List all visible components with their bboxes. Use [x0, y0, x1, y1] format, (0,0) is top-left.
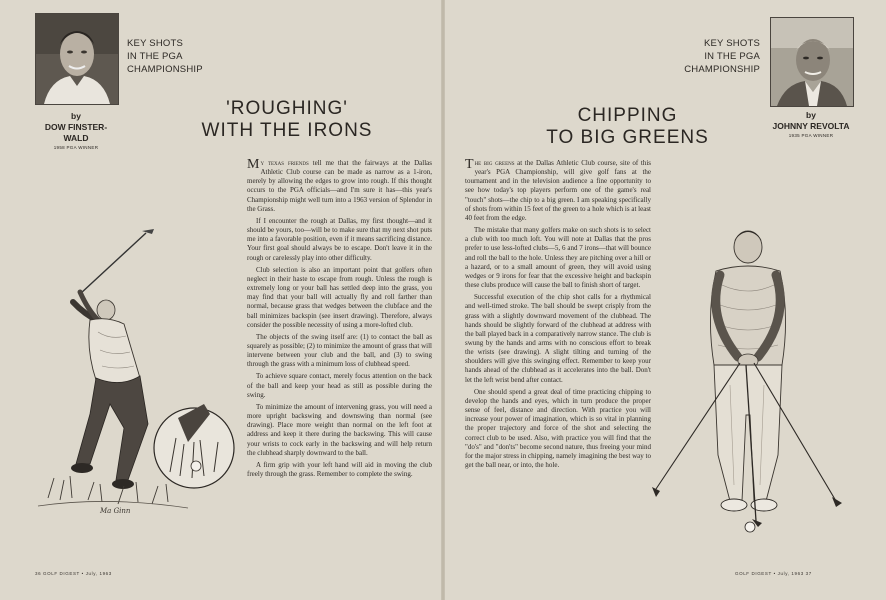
- right-article-body: [465, 159, 651, 470]
- page-gutter: [441, 0, 445, 600]
- left-paragraph-4: The objects of the swing itself are: (1) to contact the ball as squarely as possible; (2) to minimize the amount of grass that will intervene between your club and the ball, and (3) to swing through the grass with a minimum loss of clubhead speed.: [247, 332, 432, 369]
- author-name-line1: DOW FINSTER-: [44, 122, 108, 132]
- artist-signature: Ma Ginn: [100, 507, 131, 515]
- right-dropcap: T: [465, 157, 474, 172]
- left-article-title: 'ROUGHING' WITH THE IRONS: [201, 98, 373, 141]
- right-paragraph-3: Successful execution of the chip shot calls for a rhythmical and well-timed stroke. The ball should be swept crisply from the grass with a slightly downward movement of the clubhead. The hands should be slightly forward of the clubhead at address with the ball played back in a comparatively narrow stance. The club is swung by the hands and arms with no conscious effort to break the wrists (see drawing). A slight tilting and turning of the shoulders will give this swinging effect. Remember to keep your hands ahead of the clubhead as it accelerates into the ball. Don't let the left wrist bend after contact.: [465, 293, 651, 384]
- right-paragraph-2: The mistake that many golfers make on such shots is to select a club with too much loft. You will note at Dallas that the pros prefer to use less-lofted clubs—5, 6 and 7 irons—that will bounce and roll the ball to the hole. Unless they are pitching over a hill or a hazard, or to a small amount of green, they will avoid using wedges or 9 irons for fear that the excessive height and backspin these clubs produce will cause the ball to finish short of target.: [465, 226, 651, 290]
- right-paragraph-4: One should spend a great deal of time practicing chipping to develop the hands and eyes, which in turn produce the proper sense of feel, distance and direction. With practice you will increase your power of imagination, which is so vital in planning the proper trajectory and force of the shot and selecting the correct club to be used. Also, with practice you will find that the "do's" and "don'ts" become second nature, thus freeing your mind for the major stress in chipping, namely imagining the best way to get the ball near, or into, the hole.: [465, 387, 651, 469]
- author-caption: 1958 PGA WINNER: [53, 145, 99, 150]
- rough-swing-illustration: [28, 228, 238, 528]
- left-paragraph-1: My texas friends tell me that the fairways at the Dallas Athletic Club course can be made as narrow as a 1-iron, merely by allowing the edges to grow into rough. If this thought occurs to the PGA officials—and I'm sure it has—this year's Championship might well turn into a 1963 version of Splendor in the Grass.: [247, 157, 432, 213]
- left-paragraph-5: To achieve square contact, merely focus attention on the back of the ball and keep your head as still as possible during the swing.: [247, 372, 432, 399]
- author-caption: 1935 PGA WINNER: [788, 133, 834, 138]
- author-name: JOHNNY REVOLTA: [772, 121, 850, 131]
- left-byline: [30, 111, 122, 152]
- left-paragraph-6: To minimize the amount of intervening grass, you will need a more upright backswing and downswing than normal (see drawing). Place more weight than normal on the left foot at address and keep it there during the backswing. This will cause your wrists to cock early in the backswing and will help return the clubhead sharply downward to the ball.: [247, 402, 432, 457]
- author-photo-finsterwald: [35, 13, 119, 105]
- left-dropcap: M: [247, 157, 260, 172]
- chipping-illustration: [650, 205, 850, 535]
- right-paragraph-1: The big greens at the Dallas Athletic Club course, site of this year's PGA Championship, will give golf fans at the tournament and in the television audience a fine opportunity to see how today's top players perform one of the game's real "touch" shots—the chip to a big green. I am speaking specifically of shots from within 15 feet of the green to a hole which is at least 40 feet from the edge.: [465, 157, 651, 222]
- left-folio: 36 GOLF DIGEST • July, 1963: [35, 571, 112, 576]
- author-name-line2: WALD: [63, 133, 89, 143]
- left-article-body: [247, 159, 432, 479]
- right-byline: [756, 110, 866, 140]
- right-kicker: KEY SHOTS IN THE PGA CHAMPIONSHIP: [684, 38, 760, 75]
- left-paragraph-2: If I encounter the rough at Dallas, my first thought—and it should be yours, too—will be to make sure that my next shot puts me into a favorable position, even if it means sacrificing distance. Your first goal should always be to escape. Don't leave it in the rough or carelessly play into other difficulty.: [247, 216, 432, 262]
- byline-by: by: [71, 111, 81, 121]
- left-paragraph-3: Club selection is also an important point that golfers often neglect in their haste to escape from rough. Unless the rough is extremely long or your ball has settled deep into the grass, you may find that your ball will actually fly and roll farther than normal, because grass that wedges between the clubface and the ball minimizes backspin (see insert drawing). Therefore, always consider the possible necessity of using a more-lofted club.: [247, 265, 432, 329]
- left-paragraph-7: A firm grip with your left hand will aid in moving the club freely through the grass. Remember to complete the swing.: [247, 460, 432, 478]
- byline-by: by: [806, 110, 816, 120]
- left-kicker: KEY SHOTS IN THE PGA CHAMPIONSHIP: [127, 38, 203, 75]
- author-photo-revolta: [770, 17, 854, 107]
- right-article-title: CHIPPING TO BIG GREENS: [546, 105, 709, 148]
- right-folio: GOLF DIGEST • July, 1963 37: [735, 571, 812, 576]
